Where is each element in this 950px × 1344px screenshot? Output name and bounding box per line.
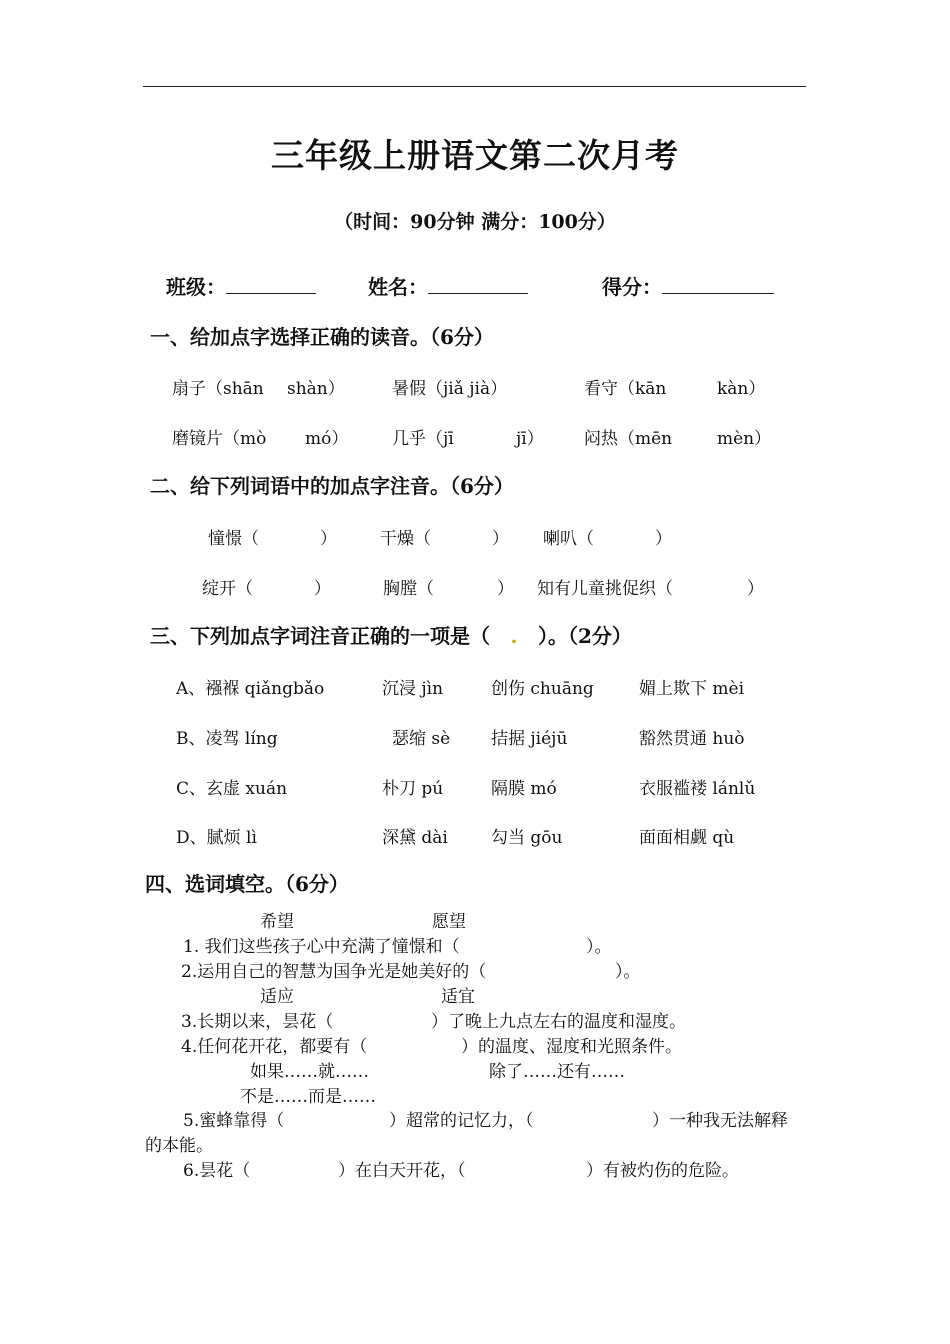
s3-option-c-4: 衣服褴褛 lánlǔ [639, 779, 756, 799]
s1-item-4b: mó） [305, 429, 349, 449]
q4-end: ）的温度、湿度和光照条件。 [461, 1037, 682, 1057]
conj-ruguo: 如果……就…… [250, 1062, 369, 1082]
s1-item-1a: 扇子（shān [172, 379, 264, 399]
q6-end: ）有被灼伤的危险。 [586, 1161, 739, 1181]
s3-option-a-2: 沉浸 jìn [382, 679, 444, 699]
q1-text: 1. 我们这些孩子心中充满了憧憬和（ [183, 937, 460, 957]
s3-option-b-1: B、凌驾 líng [176, 729, 278, 749]
q3-end: ）了晚上九点左右的温度和湿度。 [431, 1012, 686, 1032]
section-4-heading: 四、选词填空。（6分） [145, 872, 349, 896]
s3-option-d-4: 面面相觑 qù [639, 828, 735, 848]
q6-mid: ）在白天开花，（ [338, 1161, 466, 1181]
s1-item-5b: jī） [516, 429, 544, 449]
class-label: 班级： [166, 275, 226, 299]
section-1-heading: 一、给加点字选择正确的读音。（6分） [150, 325, 494, 349]
s1-item-3a: 看守（kān [584, 379, 667, 399]
q5-cont: 的本能。 [145, 1136, 213, 1156]
s3-answer-slot[interactable] [490, 624, 538, 648]
s1-item-4a: 磨镜片（mò [172, 429, 267, 449]
s2-close-3: ） [655, 529, 672, 549]
word-shiying: 适应 [260, 987, 294, 1007]
name-blank[interactable] [428, 275, 528, 294]
exam-info: （时间：90分钟 满分：100分） [334, 211, 616, 233]
word-yuanwang: 愿望 [432, 912, 466, 932]
s3-heading-start: 三、下列加点字词注音正确的一项是（ [150, 624, 490, 648]
class-field[interactable] [166, 271, 316, 300]
s1-item-5a: 几乎（jī [392, 429, 454, 449]
s3-option-a-1: A、襁褓 qiǎngbǎo [176, 679, 325, 699]
class-blank[interactable] [226, 275, 316, 294]
q5-mid: ）超常的记忆力，（ [389, 1111, 534, 1131]
q2-text: 2.运用自己的智慧为国争光是她美好的（ [181, 962, 487, 982]
q1-end: ）。 [586, 937, 612, 957]
emphasis-dot: . [510, 624, 518, 648]
s3-option-d-3: 勾当 gōu [491, 828, 563, 848]
s2-item-1: 憧憬（ [208, 529, 259, 549]
s2-item-2: 干燥（ [380, 529, 431, 549]
page-title: 三年级上册语文第二次月考 [271, 136, 679, 175]
s2-close-5: ） [497, 579, 514, 599]
s1-item-6b: mèn） [717, 429, 772, 449]
section-2-heading: 二、给下列词语中的加点字注音。（6分） [150, 474, 514, 498]
s2-close-2: ） [492, 529, 509, 549]
word-shiyi: 适宜 [441, 987, 475, 1007]
s1-item-6a: 闷热（mēn [584, 429, 673, 449]
name-label: 姓名： [368, 275, 428, 299]
s3-option-b-2: 瑟缩 sè [392, 729, 451, 749]
s3-option-c-3: 隔膜 mó [491, 779, 557, 799]
q6-text: 6.昙花（ [183, 1161, 251, 1181]
s3-heading-end: ）。（2分） [538, 624, 632, 648]
q5-end: ）一种我无法解释 [652, 1111, 788, 1131]
s2-item-4: 绽开（ [202, 579, 253, 599]
s1-item-2: 暑假（jiǎ jià） [392, 379, 508, 399]
score-blank[interactable] [662, 275, 774, 294]
section-3-heading [150, 620, 632, 649]
s3-option-c-2: 朴刀 pú [382, 779, 444, 799]
s3-option-c-1: C、玄虚 xuán [176, 779, 288, 799]
name-field[interactable] [368, 271, 528, 300]
score-field[interactable] [602, 271, 774, 300]
q4-text: 4.任何花开花，都要有（ [181, 1037, 368, 1057]
word-xiwang: 希望 [260, 912, 294, 932]
s2-item-6: 知有儿童挑促织（ [537, 579, 673, 599]
s2-item-5: 胸膛（ [383, 579, 434, 599]
conj-chule: 除了……还有…… [489, 1062, 625, 1082]
score-label: 得分： [602, 275, 662, 299]
s2-item-3: 喇叭（ [543, 529, 594, 549]
q3-text: 3.长期以来，昙花（ [181, 1012, 334, 1032]
s2-close-1: ） [320, 529, 337, 549]
s2-close-4: ） [314, 579, 331, 599]
s3-option-b-4: 豁然贯通 huò [639, 729, 745, 749]
s3-option-d-2: 深黛 dài [382, 828, 448, 848]
header-rule [143, 86, 806, 87]
q5-text: 5.蜜蜂靠得（ [183, 1111, 285, 1131]
s1-item-3b: kàn） [717, 379, 766, 399]
s3-option-d-1: D、腻烦 lì [176, 828, 257, 848]
s3-option-a-4: 媚上欺下 mèi [639, 679, 745, 699]
conj-bushi: 不是……而是…… [240, 1087, 376, 1107]
s2-close-6: ） [747, 579, 764, 599]
s3-option-a-3: 创伤 chuāng [491, 679, 594, 699]
s1-item-1b: shàn） [287, 379, 345, 399]
q2-end: ）。 [615, 962, 641, 982]
s3-option-b-3: 拮据 jiéjū [491, 729, 568, 749]
